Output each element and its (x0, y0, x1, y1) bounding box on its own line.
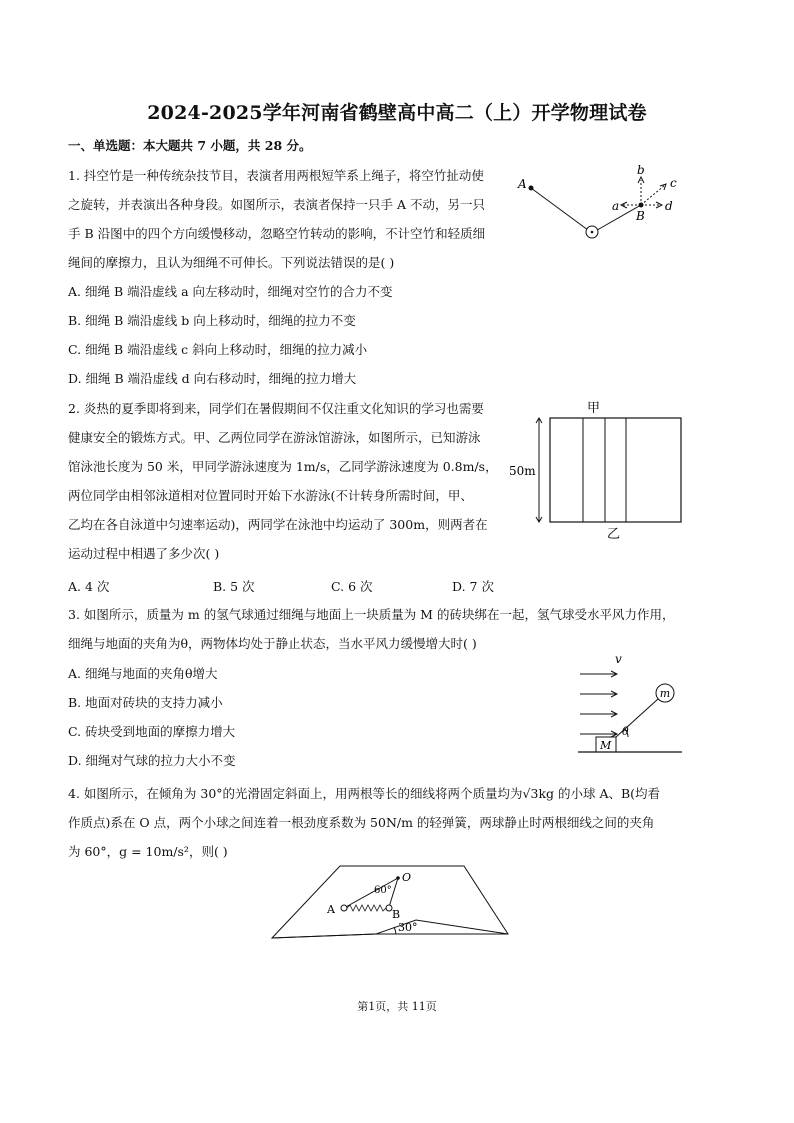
q2-option-b: B. 5 次 (213, 579, 255, 594)
incline-base-edge (272, 934, 376, 938)
label-dir-a: a (612, 199, 620, 213)
label-a: A (518, 177, 527, 191)
label-60: 60° (374, 885, 392, 896)
q3-line: 3. 如图所示，质量为 m 的氢气球通过细绳与地面上一块质量为 M 的砖块绑在一起，氢气球受水平风力作用， (68, 607, 675, 622)
label-30: 30° (398, 921, 418, 934)
q1-option-b: B. 细绳 B 端沿虚线 b 向上移动时，细绳的拉力不变 (68, 313, 356, 328)
q2-line: 馆泳池长度为 50 米，甲同学游泳速度为 1m/s，乙同学游泳速度为 0.8m/s， (68, 459, 498, 474)
q2-pool-figure (505, 396, 705, 542)
q1-line: 手 B 沿图中的四个方向缓慢移动，忽略空竹转动的影响，不计空竹和轻质细 (68, 226, 486, 241)
label-ball-a: A (327, 903, 335, 916)
dash-c (641, 185, 665, 205)
q3-option-b: B. 地面对砖块的支持力减小 (68, 695, 223, 710)
label-dir-b: b (637, 163, 645, 177)
label-M: M (600, 739, 612, 752)
label-o: O (402, 871, 412, 884)
label-m: m (659, 687, 671, 700)
q2-line: 2. 炎热的夏季即将到来，同学们在暑假期间不仅注重文化知识的学习也需要 (68, 401, 484, 416)
q4-line: 为 60°，g = 10m/s²，则( ) (68, 844, 228, 859)
q3-option-a: A. 细绳与地面的夹角θ增大 (68, 666, 218, 681)
q1-option-a: A. 细绳 B 端沿虚线 a 向左移动时，细绳对空竹的合力不变 (68, 284, 393, 299)
q4-incline-figure (268, 860, 528, 942)
q2-line: 健康安全的锻炼方式。甲、乙两位同学在游泳馆游泳，如图所示，已知游泳 (68, 430, 481, 445)
label-v: v (615, 652, 622, 666)
q1-line: 绳间的摩擦力，且认为细绳不可伸长。下列说法错误的是( ) (68, 255, 395, 270)
label-dir-c: c (670, 176, 677, 190)
q2-option-d: D. 7 次 (452, 579, 494, 594)
q2-line: 运动过程中相遇了多少次( ) (68, 546, 220, 561)
q3-line: 细绳与地面的夹角为θ，两物体均处于静止状态，当水平风力缓慢增大时( ) (68, 636, 477, 651)
label-length: 50m (509, 464, 536, 478)
q1-line: 1. 抖空竹是一种传统杂技节目，表演者用两根短竿系上绳子，将空竹扯动使 (68, 168, 484, 183)
rope-left (531, 188, 592, 233)
q3-option-d: D. 细绳对气球的拉力大小不变 (68, 753, 236, 768)
page-title: 2024-2025学年河南省鹤壁高中高二（上）开学物理试卷 (147, 102, 647, 124)
pool-outline (550, 418, 681, 522)
q4-line: 4. 如图所示，在倾角为 30°的光滑固定斜面上，用两根等长的细线将两个质量均为√3kg 的小球 A、B(均看 (68, 786, 661, 801)
q1-line: 之旋转，并表演出各种身段。如图所示，表演者保持一只手 A 不动，另一只 (68, 197, 485, 212)
q3-option-c: C. 砖块受到地面的摩擦力增大 (68, 724, 236, 739)
diabolo-center (591, 231, 594, 234)
q1-option-c: C. 细绳 B 端沿虚线 c 斜向上移动时，细绳的拉力减小 (68, 342, 368, 357)
q4-line: 作质点)系在 O 点，两个小球之间连着一根劲度系数为 50N/m 的轻弹簧，两球静止时两根细线之间的夹角 (68, 815, 655, 830)
q2-line: 乙均在各自泳道中匀速率运动)，两同学在泳池中均运动了 300m，则两者在 (68, 517, 488, 532)
q2-option-c: C. 6 次 (331, 579, 373, 594)
incline-plane (272, 866, 508, 938)
label-dir-d: d (665, 199, 673, 213)
q2-line: 两位同学由相邻泳道相对位置同时开始下水游泳(不计转身所需时间，甲、 (68, 488, 473, 503)
q3-balloon-figure (570, 648, 690, 758)
label-yi: 乙 (607, 527, 621, 542)
label-ball-b: B (392, 908, 401, 921)
page-footer: 第1页，共 11页 (357, 1000, 437, 1013)
section-heading: 一、单选题：本大题共 7 小题，共 28 分。 (68, 138, 312, 153)
ball-a (341, 905, 347, 911)
spring-icon (347, 905, 386, 911)
label-theta: θ (622, 725, 629, 738)
q2-option-a: A. 4 次 (68, 579, 110, 594)
q1-option-d: D. 细绳 B 端沿虚线 d 向右移动时，细绳的拉力增大 (68, 371, 357, 386)
label-jia: 甲 (587, 401, 601, 416)
angle-30-arc (394, 927, 396, 934)
label-b: B (636, 209, 645, 223)
q1-figure (510, 160, 700, 250)
